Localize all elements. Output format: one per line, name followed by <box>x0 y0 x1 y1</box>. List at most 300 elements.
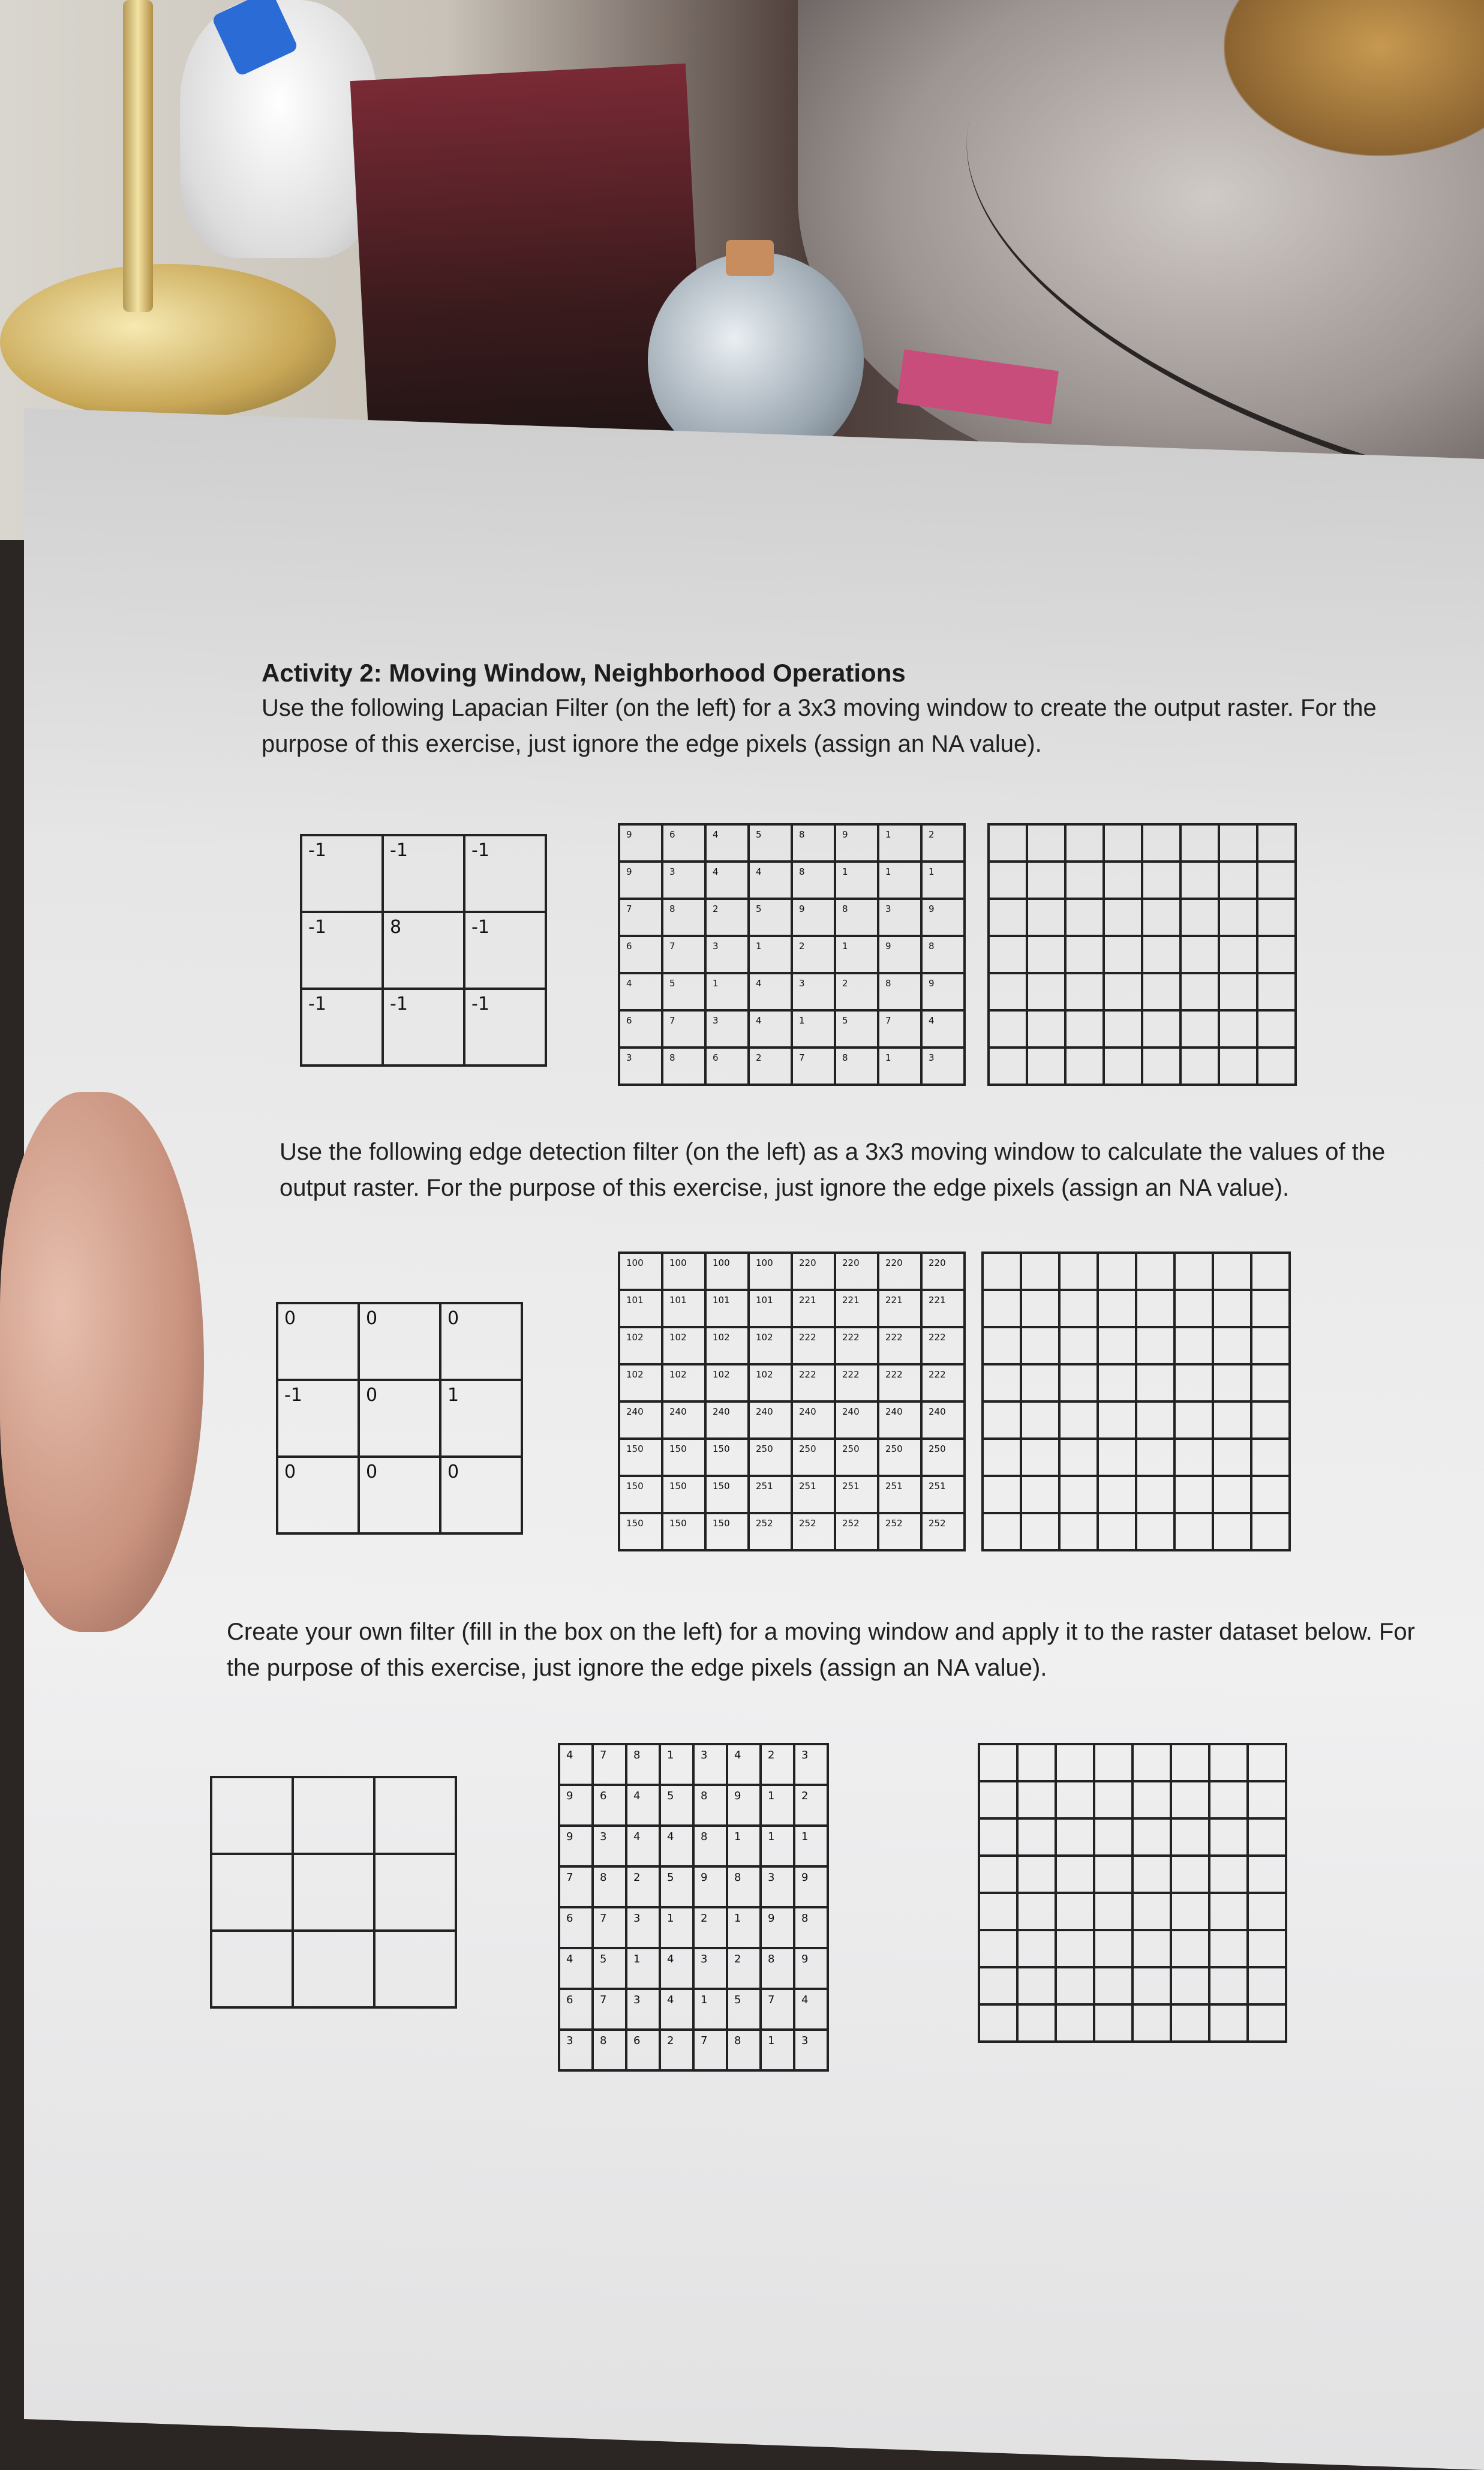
output-cell[interactable] <box>1017 2004 1056 2042</box>
table-row <box>979 1744 1286 1781</box>
raster-cell: 222 <box>835 1327 878 1364</box>
own-filter-cell[interactable] <box>211 1854 293 1931</box>
raster-cell: 240 <box>662 1401 705 1439</box>
output-cell[interactable] <box>979 1893 1017 1930</box>
output-cell[interactable] <box>1065 862 1104 899</box>
output-cell[interactable] <box>1132 1856 1171 1893</box>
output-cell[interactable] <box>1027 862 1065 899</box>
output-cell[interactable] <box>1098 1290 1136 1327</box>
output-cell[interactable] <box>983 1476 1021 1513</box>
raster-cell: 220 <box>792 1253 835 1290</box>
own-filter-cell[interactable] <box>293 1931 374 2007</box>
table-row <box>277 1380 522 1457</box>
output-cell[interactable] <box>1094 1893 1132 1930</box>
raster-cell: 3 <box>878 899 921 936</box>
table-row <box>979 1893 1286 1930</box>
output-cell[interactable] <box>1056 1893 1094 1930</box>
raster-a-grid <box>618 823 966 1086</box>
raster-cell: 252 <box>749 1513 792 1550</box>
raster-cell: 6 <box>593 1785 626 1826</box>
output-cell[interactable] <box>1251 1253 1290 1290</box>
output-cell[interactable] <box>1180 1010 1219 1048</box>
output-cell[interactable] <box>1098 1513 1136 1550</box>
raster-cell: 1 <box>705 973 749 1010</box>
output-cell[interactable] <box>1098 1476 1136 1513</box>
output-cell[interactable] <box>1094 1856 1132 1893</box>
output-cell[interactable] <box>989 824 1027 862</box>
output-cell[interactable] <box>1059 1439 1098 1476</box>
output-cell[interactable] <box>979 1781 1017 1818</box>
output-cell[interactable] <box>1132 1893 1171 1930</box>
output-cell[interactable] <box>1059 1364 1098 1401</box>
output-cell[interactable] <box>1021 1253 1059 1290</box>
output-cell[interactable] <box>1209 1781 1248 1818</box>
raster-cell: 2 <box>693 1907 727 1948</box>
output-cell[interactable] <box>1098 1364 1136 1401</box>
output-cell[interactable] <box>1056 1781 1094 1818</box>
table-row <box>619 973 965 1010</box>
raster-cell: 222 <box>921 1364 965 1401</box>
output-cell[interactable] <box>1174 1476 1213 1513</box>
output-cell[interactable] <box>1017 1893 1056 1930</box>
own-filter-cell[interactable] <box>374 1931 456 2007</box>
output-cell[interactable] <box>1132 1967 1171 2004</box>
output-cell[interactable] <box>1209 1893 1248 1930</box>
output-cell[interactable] <box>1171 1856 1209 1893</box>
table-row <box>979 1818 1286 1856</box>
output-cell[interactable] <box>989 973 1027 1010</box>
raster-cell: 9 <box>619 862 662 899</box>
raster-cell: 1 <box>749 936 792 973</box>
output-cell[interactable] <box>1180 899 1219 936</box>
output-cell[interactable] <box>1027 936 1065 973</box>
output-cell[interactable] <box>1248 2004 1286 2042</box>
output-cell[interactable] <box>1132 2004 1171 2042</box>
output-cell[interactable] <box>979 1818 1017 1856</box>
raster-cell: 8 <box>835 1048 878 1085</box>
raster-cell: 7 <box>693 2030 727 2070</box>
output-cell[interactable] <box>1056 1856 1094 1893</box>
output-cell[interactable] <box>1021 1439 1059 1476</box>
raster-cell: 2 <box>626 1866 660 1907</box>
output-cell[interactable] <box>1136 1513 1174 1550</box>
output-cell[interactable] <box>1213 1364 1251 1401</box>
output-cell[interactable] <box>1017 1856 1056 1893</box>
output-cell[interactable] <box>1027 824 1065 862</box>
output-cell[interactable] <box>1021 1513 1059 1550</box>
output-cell[interactable] <box>1104 862 1142 899</box>
raster-cell: 102 <box>705 1327 749 1364</box>
raster-cell: 7 <box>593 1744 626 1785</box>
output-cell[interactable] <box>1171 1818 1209 1856</box>
output-cell[interactable] <box>1219 824 1257 862</box>
table-row <box>983 1401 1290 1439</box>
output-cell[interactable] <box>1174 1290 1213 1327</box>
output-cell[interactable] <box>1180 824 1219 862</box>
raster-cell: 1 <box>878 862 921 899</box>
raster-cell: 4 <box>626 1785 660 1826</box>
output-cell[interactable] <box>1065 973 1104 1010</box>
raster-cell: 250 <box>878 1439 921 1476</box>
raster-cell: 5 <box>749 824 792 862</box>
output-cell[interactable] <box>989 1048 1027 1085</box>
raster-cell: 240 <box>619 1401 662 1439</box>
output-cell[interactable] <box>1180 862 1219 899</box>
output-cell[interactable] <box>1180 936 1219 973</box>
output-cell[interactable] <box>1065 1010 1104 1048</box>
filter-cell: -1 <box>277 1380 359 1457</box>
output-cell[interactable] <box>1027 1010 1065 1048</box>
laplacian-filter-grid <box>300 834 547 1067</box>
output-cell[interactable] <box>1251 1290 1290 1327</box>
output-cell[interactable] <box>1257 1010 1296 1048</box>
output-cell[interactable] <box>1021 1327 1059 1364</box>
output-cell[interactable] <box>1132 1818 1171 1856</box>
output-cell[interactable] <box>1098 1327 1136 1364</box>
output-cell[interactable] <box>983 1327 1021 1364</box>
raster-cell: 3 <box>705 1010 749 1048</box>
table-row <box>979 1856 1286 1893</box>
raster-cell: 3 <box>559 2030 593 2070</box>
output-cell[interactable] <box>983 1253 1021 1290</box>
output-cell[interactable] <box>1251 1513 1290 1550</box>
raster-cell: 4 <box>705 862 749 899</box>
output-cell[interactable] <box>1219 899 1257 936</box>
output-cell[interactable] <box>1027 1048 1065 1085</box>
raster-cell: 2 <box>705 899 749 936</box>
output-cell[interactable] <box>1104 824 1142 862</box>
activity-title: Activity 2: Moving Window, Neighborhood Operations <box>262 659 906 687</box>
output-cell[interactable] <box>1251 1476 1290 1513</box>
output-cell[interactable] <box>1017 1781 1056 1818</box>
output-cell[interactable] <box>1094 1781 1132 1818</box>
output-cell[interactable] <box>1136 1401 1174 1439</box>
output-cell[interactable] <box>1171 1930 1209 1967</box>
output-cell[interactable] <box>1171 1781 1209 1818</box>
own-filter-cell[interactable] <box>374 1777 456 1854</box>
output-cell[interactable] <box>1257 973 1296 1010</box>
own-filter-cell[interactable] <box>211 1777 293 1854</box>
output-cell[interactable] <box>1136 1253 1174 1290</box>
output-cell[interactable] <box>989 862 1027 899</box>
output-cell[interactable] <box>1142 862 1180 899</box>
output-cell[interactable] <box>1098 1439 1136 1476</box>
raster-cell: 150 <box>705 1439 749 1476</box>
output-cell[interactable] <box>1021 1364 1059 1401</box>
raster-cell: 9 <box>878 936 921 973</box>
raster-cell: 220 <box>878 1253 921 1290</box>
output-cell[interactable] <box>989 936 1027 973</box>
own-filter-cell[interactable] <box>211 1931 293 2007</box>
output-cell[interactable] <box>1098 1401 1136 1439</box>
raster-cell: 222 <box>835 1364 878 1401</box>
output-cell[interactable] <box>1180 973 1219 1010</box>
output-cell[interactable] <box>1094 1967 1132 2004</box>
output-cell[interactable] <box>1257 936 1296 973</box>
output-cell[interactable] <box>1017 1744 1056 1781</box>
output-cell[interactable] <box>1059 1290 1098 1327</box>
table-row <box>559 1948 828 1989</box>
own-filter-cell[interactable] <box>293 1854 374 1931</box>
output-cell[interactable] <box>1132 1781 1171 1818</box>
raster-cell: 3 <box>794 2030 828 2070</box>
output-cell[interactable] <box>979 1930 1017 1967</box>
output-cell[interactable] <box>1248 1967 1286 2004</box>
output-cell[interactable] <box>1213 1290 1251 1327</box>
output-cell[interactable] <box>983 1290 1021 1327</box>
output-cell[interactable] <box>1171 1744 1209 1781</box>
output-cell[interactable] <box>1059 1327 1098 1364</box>
output-cell[interactable] <box>1104 1048 1142 1085</box>
raster-cell: 9 <box>693 1866 727 1907</box>
output-cell[interactable] <box>1209 1818 1248 1856</box>
output-cell[interactable] <box>1180 1048 1219 1085</box>
raster-cell: 6 <box>626 2030 660 2070</box>
raster-cell: 7 <box>662 936 705 973</box>
output-cell[interactable] <box>989 899 1027 936</box>
own-filter-cell[interactable] <box>293 1777 374 1854</box>
output-cell[interactable] <box>1059 1476 1098 1513</box>
output-cell[interactable] <box>1021 1476 1059 1513</box>
filter-cell: -1 <box>464 989 546 1066</box>
output-cell[interactable] <box>1059 1253 1098 1290</box>
output-cell[interactable] <box>1056 2004 1094 2042</box>
output-cell[interactable] <box>1142 973 1180 1010</box>
table-row <box>619 1048 965 1085</box>
raster-cell: 4 <box>749 1010 792 1048</box>
output-cell[interactable] <box>1142 1048 1180 1085</box>
output-cell[interactable] <box>1142 936 1180 973</box>
raster-cell: 9 <box>559 1826 593 1866</box>
output-cell[interactable] <box>1209 1856 1248 1893</box>
output-cell[interactable] <box>1136 1327 1174 1364</box>
output-cell[interactable] <box>979 1967 1017 2004</box>
raster-cell: 6 <box>559 1989 593 2030</box>
output-cell[interactable] <box>1251 1439 1290 1476</box>
output-cell[interactable] <box>1171 2004 1209 2042</box>
output-cell[interactable] <box>1017 1930 1056 1967</box>
table-row <box>619 936 965 973</box>
output-cell[interactable] <box>1251 1327 1290 1364</box>
raster-cell: 102 <box>749 1327 792 1364</box>
output-cell[interactable] <box>1248 1893 1286 1930</box>
raster-cell: 221 <box>792 1290 835 1327</box>
output-cell[interactable] <box>1059 1513 1098 1550</box>
raster-cell: 251 <box>835 1476 878 1513</box>
raster-b-grid <box>618 1251 966 1551</box>
table-row <box>619 1290 965 1327</box>
output-cell[interactable] <box>1065 936 1104 973</box>
output-cell[interactable] <box>1104 1010 1142 1048</box>
output-cell[interactable] <box>1065 1048 1104 1085</box>
raster-cell: 222 <box>878 1364 921 1401</box>
own-filter-instruction: Create your own filter (fill in the box on the left) for a moving window and apply it to the raster dataset below. For the purpose of this exercise, just ignore the edge pixels (assign an NA value). <box>227 1619 1415 1681</box>
raster-cell: 4 <box>921 1010 965 1048</box>
output-cell[interactable] <box>1132 1930 1171 1967</box>
raster-cell: 9 <box>921 973 965 1010</box>
raster-cell: 1 <box>660 1744 693 1785</box>
output-cell[interactable] <box>1174 1364 1213 1401</box>
output-cell[interactable] <box>989 1010 1027 1048</box>
output-cell[interactable] <box>1094 1930 1132 1967</box>
table-row <box>619 862 965 899</box>
output-cell[interactable] <box>1209 1967 1248 2004</box>
output-cell[interactable] <box>1257 824 1296 862</box>
own-filter-cell[interactable] <box>374 1854 456 1931</box>
table-row <box>983 1513 1290 1550</box>
output-cell[interactable] <box>1136 1476 1174 1513</box>
table-row <box>619 1401 965 1439</box>
output-cell[interactable] <box>1104 899 1142 936</box>
output-cell[interactable] <box>1056 1744 1094 1781</box>
raster-cell: 240 <box>921 1401 965 1439</box>
output-cell[interactable] <box>979 1744 1017 1781</box>
output-cell[interactable] <box>1174 1327 1213 1364</box>
raster-cell: 3 <box>921 1048 965 1085</box>
output-cell[interactable] <box>1098 1253 1136 1290</box>
raster-cell: 1 <box>921 862 965 899</box>
raster-cell: 5 <box>749 899 792 936</box>
output-cell[interactable] <box>1142 899 1180 936</box>
output-cell[interactable] <box>1021 1401 1059 1439</box>
output-cell[interactable] <box>1027 973 1065 1010</box>
filter-cell: -1 <box>301 912 383 989</box>
output-cell[interactable] <box>1094 1818 1132 1856</box>
output-cell[interactable] <box>1056 1930 1094 1967</box>
raster-cell: 9 <box>727 1785 761 1826</box>
output-cell[interactable] <box>1174 1513 1213 1550</box>
output-cell[interactable] <box>1174 1401 1213 1439</box>
raster-cell: 1 <box>727 1907 761 1948</box>
output-cell[interactable] <box>983 1364 1021 1401</box>
output-cell[interactable] <box>1209 1930 1248 1967</box>
output-cell[interactable] <box>983 1401 1021 1439</box>
filter-cell: -1 <box>464 912 546 989</box>
output-cell[interactable] <box>983 1513 1021 1550</box>
output-cell[interactable] <box>1251 1401 1290 1439</box>
raster-cell: 102 <box>619 1364 662 1401</box>
raster-cell: 150 <box>662 1513 705 1550</box>
raster-cell: 1 <box>693 1989 727 2030</box>
output-cell[interactable] <box>1021 1290 1059 1327</box>
raster-cell: 8 <box>662 899 705 936</box>
output-cell[interactable] <box>1104 973 1142 1010</box>
output-cell[interactable] <box>1094 2004 1132 2042</box>
table-row <box>559 1989 828 2030</box>
output-cell[interactable] <box>1209 1744 1248 1781</box>
output-cell[interactable] <box>1213 1327 1251 1364</box>
output-cell[interactable] <box>1219 936 1257 973</box>
output-cell[interactable] <box>1219 1010 1257 1048</box>
raster-cell: 7 <box>559 1866 593 1907</box>
output-cell[interactable] <box>1248 1781 1286 1818</box>
output-cell[interactable] <box>1248 1818 1286 1856</box>
output-cell[interactable] <box>1174 1439 1213 1476</box>
raster-cell: 251 <box>921 1476 965 1513</box>
output-cell[interactable] <box>1017 1818 1056 1856</box>
own-filter-grid[interactable] <box>210 1776 457 2009</box>
raster-cell: 3 <box>794 1744 828 1785</box>
raster-cell: 4 <box>727 1744 761 1785</box>
raster-cell: 2 <box>792 936 835 973</box>
raster-cell: 3 <box>662 862 705 899</box>
output-cell[interactable] <box>1219 973 1257 1010</box>
output-cell[interactable] <box>1065 899 1104 936</box>
output-cell[interactable] <box>1248 1856 1286 1893</box>
raster-cell: 6 <box>619 1010 662 1048</box>
output-cell[interactable] <box>1213 1253 1251 1290</box>
output-cell[interactable] <box>1132 1744 1171 1781</box>
output-cell[interactable] <box>1219 1048 1257 1085</box>
output-cell[interactable] <box>1213 1401 1251 1439</box>
raster-cell: 150 <box>662 1439 705 1476</box>
raster-cell: 2 <box>727 1948 761 1989</box>
output-cell[interactable] <box>1213 1439 1251 1476</box>
raster-cell: 100 <box>749 1253 792 1290</box>
output-cell[interactable] <box>1059 1401 1098 1439</box>
output-cell[interactable] <box>1136 1290 1174 1327</box>
raster-cell: 8 <box>593 1866 626 1907</box>
output-cell[interactable] <box>1027 899 1065 936</box>
raster-cell: 101 <box>619 1290 662 1327</box>
output-cell[interactable] <box>1171 1893 1209 1930</box>
filter-cell: 0 <box>440 1303 522 1380</box>
edge-filter-grid <box>276 1302 523 1535</box>
raster-cell: 4 <box>660 1826 693 1866</box>
output-cell[interactable] <box>979 2004 1017 2042</box>
raster-cell: 222 <box>792 1327 835 1364</box>
output-cell[interactable] <box>1065 824 1104 862</box>
output-cell[interactable] <box>983 1439 1021 1476</box>
raster-cell: 4 <box>660 1989 693 2030</box>
raster-cell: 8 <box>727 1866 761 1907</box>
table-row <box>559 1744 828 1785</box>
raster-cell: 251 <box>792 1476 835 1513</box>
output-cell[interactable] <box>1174 1253 1213 1290</box>
output-cell[interactable] <box>1017 1967 1056 2004</box>
filter-cell: 8 <box>383 912 464 989</box>
output-cell[interactable] <box>1257 1048 1296 1085</box>
output-cell[interactable] <box>1056 1818 1094 1856</box>
output-cell[interactable] <box>1248 1744 1286 1781</box>
output-cell[interactable] <box>1219 862 1257 899</box>
output-cell[interactable] <box>1142 1010 1180 1048</box>
output-cell[interactable] <box>1056 1967 1094 2004</box>
raster-cell: 5 <box>662 973 705 1010</box>
output-cell[interactable] <box>1136 1364 1174 1401</box>
output-cell[interactable] <box>1257 899 1296 936</box>
table-row <box>619 899 965 936</box>
output-cell[interactable] <box>1213 1476 1251 1513</box>
output-cell[interactable] <box>979 1856 1017 1893</box>
output-cell[interactable] <box>1171 1967 1209 2004</box>
table-row <box>989 973 1296 1010</box>
output-cell[interactable] <box>1251 1364 1290 1401</box>
raster-cell: 4 <box>559 1744 593 1785</box>
output-cell[interactable] <box>1209 2004 1248 2042</box>
output-cell[interactable] <box>1094 1744 1132 1781</box>
output-cell[interactable] <box>1136 1439 1174 1476</box>
output-cell[interactable] <box>1104 936 1142 973</box>
raster-cell: 8 <box>693 1826 727 1866</box>
filter-cell: 1 <box>440 1380 522 1457</box>
output-cell[interactable] <box>1142 824 1180 862</box>
output-cell[interactable] <box>1248 1930 1286 1967</box>
output-cell[interactable] <box>1213 1513 1251 1550</box>
output-cell[interactable] <box>1257 862 1296 899</box>
raster-cell: 150 <box>662 1476 705 1513</box>
raster-cell: 7 <box>878 1010 921 1048</box>
